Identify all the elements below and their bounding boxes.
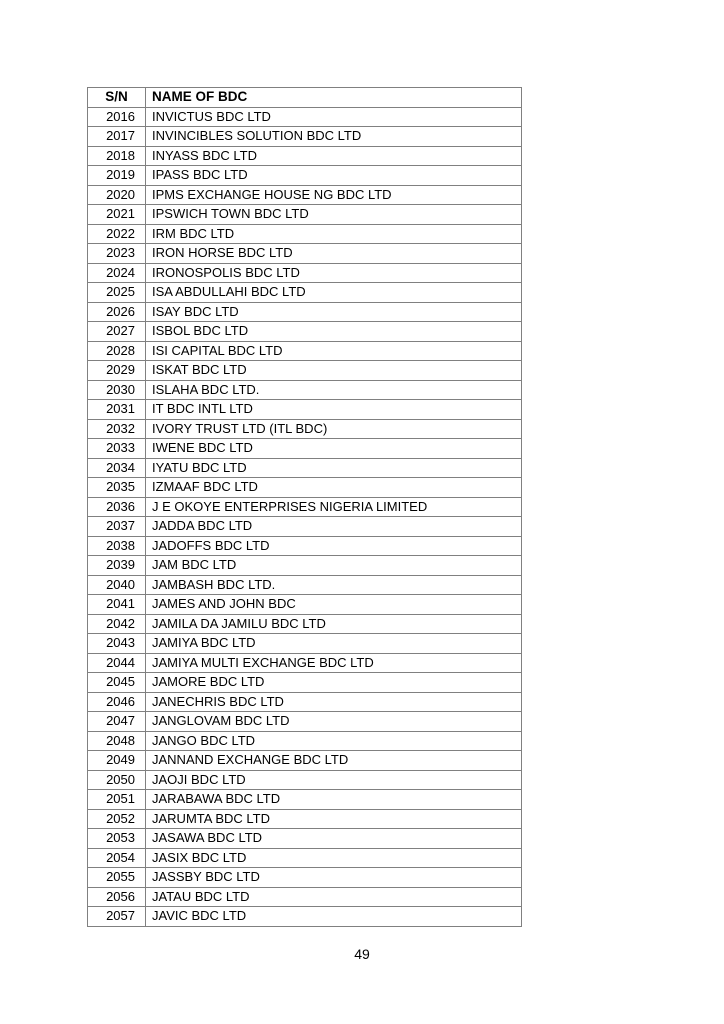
table-row (88, 224, 522, 244)
row-bdc-name: JAMES AND JOHN BDC (146, 595, 522, 615)
row-bdc-name: IRON HORSE BDC LTD (146, 244, 522, 264)
table-row (88, 458, 522, 478)
table-row (88, 653, 522, 673)
row-bdc-name: JAMIYA BDC LTD (146, 634, 522, 654)
bdc-table (87, 87, 522, 927)
row-sn: 2031 (88, 400, 146, 420)
table-row (88, 751, 522, 771)
row-bdc-name: IRONOSPOLIS BDC LTD (146, 263, 522, 283)
header-sn: S/N (88, 88, 146, 108)
row-bdc-name: IWENE BDC LTD (146, 439, 522, 459)
row-bdc-name: JAMIYA MULTI EXCHANGE BDC LTD (146, 653, 522, 673)
table-row (88, 673, 522, 693)
row-sn: 2019 (88, 166, 146, 186)
table-row (88, 127, 522, 147)
row-bdc-name: ISA ABDULLAHI BDC LTD (146, 283, 522, 303)
table-row (88, 244, 522, 264)
table-row (88, 302, 522, 322)
row-bdc-name: IZMAAF BDC LTD (146, 478, 522, 498)
row-bdc-name: IPASS BDC LTD (146, 166, 522, 186)
table-row (88, 868, 522, 888)
row-bdc-name: JAMORE BDC LTD (146, 673, 522, 693)
table-row (88, 497, 522, 517)
table-row (88, 790, 522, 810)
row-sn: 2052 (88, 809, 146, 829)
row-bdc-name: JASAWA BDC LTD (146, 829, 522, 849)
table-row (88, 205, 522, 225)
row-sn: 2035 (88, 478, 146, 498)
table-row (88, 692, 522, 712)
row-sn: 2016 (88, 107, 146, 127)
table-row (88, 400, 522, 420)
row-sn: 2056 (88, 887, 146, 907)
row-sn: 2029 (88, 361, 146, 381)
table-row (88, 887, 522, 907)
table-row (88, 146, 522, 166)
row-bdc-name: JAOJI BDC LTD (146, 770, 522, 790)
table-row (88, 283, 522, 303)
row-sn: 2034 (88, 458, 146, 478)
row-bdc-name: JANECHRIS BDC LTD (146, 692, 522, 712)
row-sn: 2050 (88, 770, 146, 790)
row-bdc-name: IPSWICH TOWN BDC LTD (146, 205, 522, 225)
row-sn: 2038 (88, 536, 146, 556)
row-bdc-name: IVORY TRUST LTD (ITL BDC) (146, 419, 522, 439)
row-sn: 2018 (88, 146, 146, 166)
table-body (88, 107, 522, 926)
header-name-of-bdc: NAME OF BDC (146, 88, 522, 108)
row-bdc-name: JANGO BDC LTD (146, 731, 522, 751)
row-sn: 2041 (88, 595, 146, 615)
table-row (88, 634, 522, 654)
table-row (88, 185, 522, 205)
row-sn: 2025 (88, 283, 146, 303)
table-row (88, 731, 522, 751)
row-sn: 2054 (88, 848, 146, 868)
row-sn: 2047 (88, 712, 146, 732)
row-bdc-name: JANGLOVAM BDC LTD (146, 712, 522, 732)
table-row (88, 107, 522, 127)
row-bdc-name: ISI CAPITAL BDC LTD (146, 341, 522, 361)
table-header-row (88, 88, 522, 108)
row-sn: 2051 (88, 790, 146, 810)
row-sn: 2044 (88, 653, 146, 673)
row-sn: 2020 (88, 185, 146, 205)
row-bdc-name: INYASS BDC LTD (146, 146, 522, 166)
table-row (88, 770, 522, 790)
row-bdc-name: ISBOL BDC LTD (146, 322, 522, 342)
row-sn: 2053 (88, 829, 146, 849)
row-sn: 2028 (88, 341, 146, 361)
row-sn: 2057 (88, 907, 146, 927)
row-bdc-name: JARABAWA BDC LTD (146, 790, 522, 810)
row-sn: 2021 (88, 205, 146, 225)
page-number: 49 (354, 946, 370, 962)
row-bdc-name: JADOFFS BDC LTD (146, 536, 522, 556)
row-sn: 2037 (88, 517, 146, 537)
table-row (88, 322, 522, 342)
row-sn: 2033 (88, 439, 146, 459)
row-bdc-name: ISLAHA BDC LTD. (146, 380, 522, 400)
row-sn: 2046 (88, 692, 146, 712)
table-row (88, 478, 522, 498)
row-sn: 2049 (88, 751, 146, 771)
row-bdc-name: JASSBY BDC LTD (146, 868, 522, 888)
row-sn: 2039 (88, 556, 146, 576)
row-bdc-name: INVINCIBLES SOLUTION BDC LTD (146, 127, 522, 147)
row-sn: 2055 (88, 868, 146, 888)
table-row (88, 907, 522, 927)
row-sn: 2024 (88, 263, 146, 283)
row-sn: 2040 (88, 575, 146, 595)
table-row (88, 556, 522, 576)
row-sn: 2043 (88, 634, 146, 654)
table-row (88, 614, 522, 634)
row-bdc-name: IYATU BDC LTD (146, 458, 522, 478)
row-sn: 2048 (88, 731, 146, 751)
row-sn: 2017 (88, 127, 146, 147)
row-bdc-name: JAMBASH BDC LTD. (146, 575, 522, 595)
row-sn: 2022 (88, 224, 146, 244)
table-row (88, 829, 522, 849)
table-row (88, 361, 522, 381)
row-bdc-name: JAMILA DA JAMILU BDC LTD (146, 614, 522, 634)
row-bdc-name: J E OKOYE ENTERPRISES NIGERIA LIMITED (146, 497, 522, 517)
table-row (88, 595, 522, 615)
row-bdc-name: ISAY BDC LTD (146, 302, 522, 322)
row-sn: 2042 (88, 614, 146, 634)
table-row (88, 517, 522, 537)
row-sn: 2032 (88, 419, 146, 439)
table-row (88, 575, 522, 595)
row-bdc-name: INVICTUS BDC LTD (146, 107, 522, 127)
row-sn: 2045 (88, 673, 146, 693)
row-sn: 2023 (88, 244, 146, 264)
table-row (88, 439, 522, 459)
table-row (88, 712, 522, 732)
row-bdc-name: JASIX BDC LTD (146, 848, 522, 868)
table-row (88, 848, 522, 868)
row-bdc-name: JAVIC BDC LTD (146, 907, 522, 927)
row-bdc-name: ISKAT BDC LTD (146, 361, 522, 381)
table-row (88, 809, 522, 829)
row-bdc-name: JANNAND EXCHANGE BDC LTD (146, 751, 522, 771)
table-row (88, 263, 522, 283)
row-sn: 2026 (88, 302, 146, 322)
row-bdc-name: JAM BDC LTD (146, 556, 522, 576)
row-bdc-name: JADDA BDC LTD (146, 517, 522, 537)
row-bdc-name: JATAU BDC LTD (146, 887, 522, 907)
row-bdc-name: JARUMTA BDC LTD (146, 809, 522, 829)
row-sn: 2030 (88, 380, 146, 400)
table-row (88, 166, 522, 186)
table-row (88, 380, 522, 400)
row-sn: 2036 (88, 497, 146, 517)
row-bdc-name: IPMS EXCHANGE HOUSE NG BDC LTD (146, 185, 522, 205)
table-row (88, 536, 522, 556)
row-bdc-name: IRM BDC LTD (146, 224, 522, 244)
table-row (88, 419, 522, 439)
table-row (88, 341, 522, 361)
row-sn: 2027 (88, 322, 146, 342)
row-bdc-name: IT BDC INTL LTD (146, 400, 522, 420)
